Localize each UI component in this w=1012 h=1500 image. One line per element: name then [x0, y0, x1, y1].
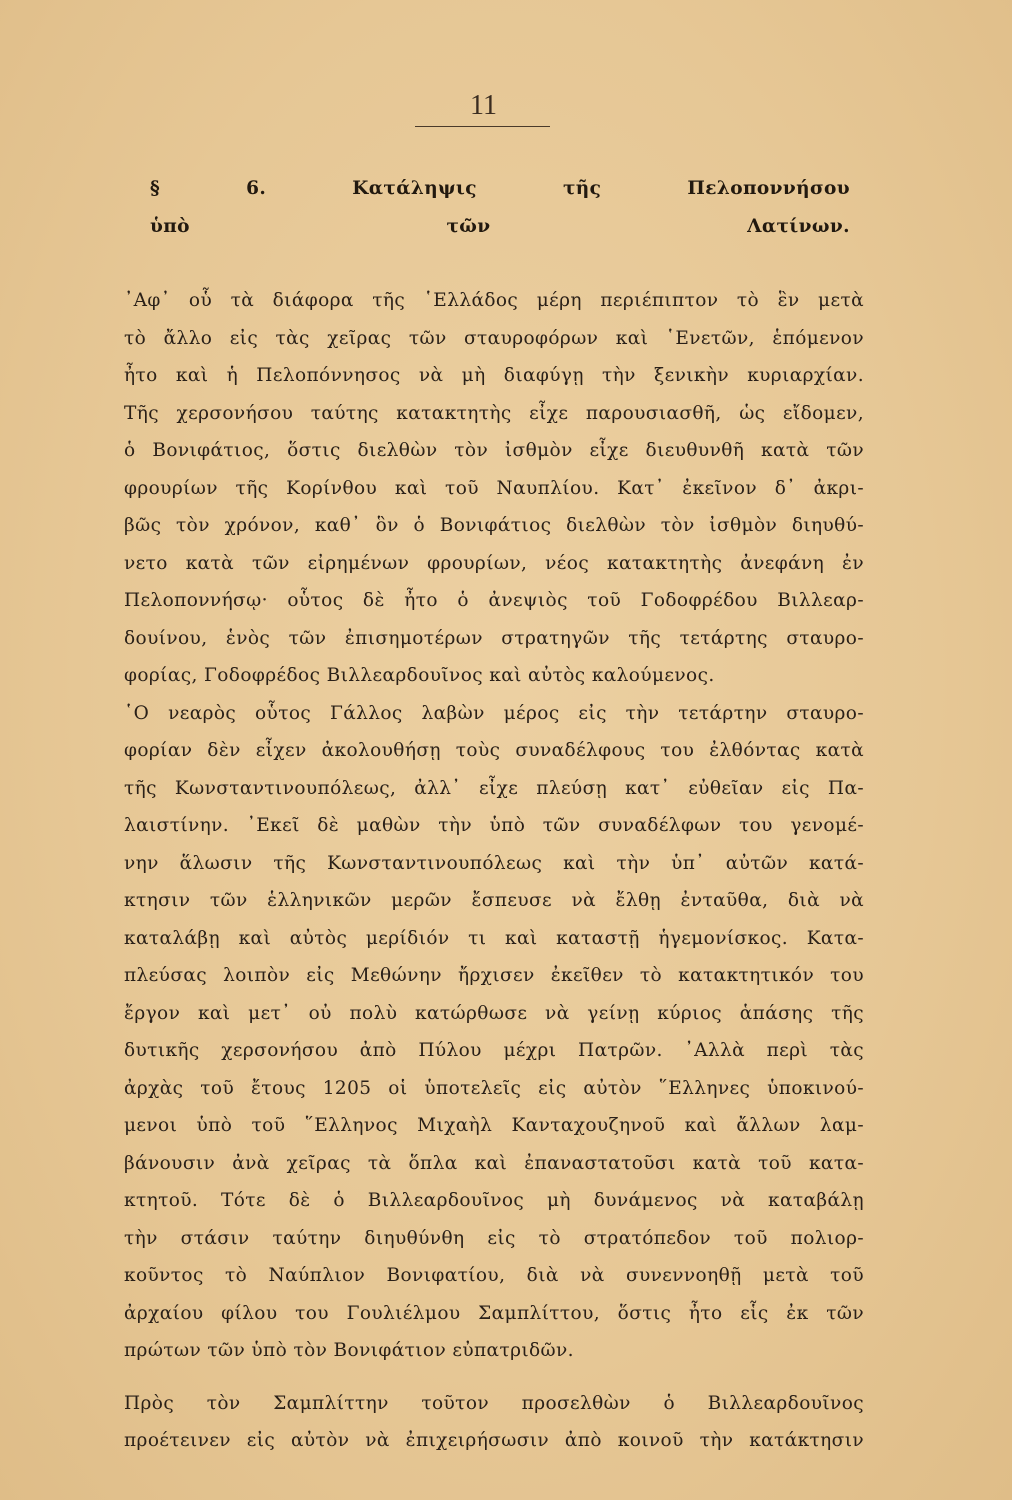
text-line: κοῦντος τὸ Ναύπλιον Βονιφατίου, διὰ νὰ συνεννοηθῇ μετὰ τοῦ	[124, 1265, 864, 1286]
page-number-rule	[415, 126, 550, 127]
text-line: Τῆς χερσονήσου ταύτης κατακτητὴς εἶχε παρουσιασθῆ, ὡς εἴδομεν,	[124, 402, 864, 424]
text-line: δυτικῆς χερσονήσου ἀπὸ Πύλου μέχρι Πατρῶν. ᾿Αλλὰ περὶ τὰς	[124, 1040, 864, 1061]
paragraph	[124, 695, 864, 1370]
page-number: 11	[470, 90, 497, 121]
paragraph-gap	[124, 1370, 864, 1385]
text-line: μενοι ὑπὸ τοῦ ῞Ελληνος Μιχαὴλ Κανταχουζηνοῦ καὶ ἄλλων λαμ-	[124, 1115, 864, 1136]
text-line: φρουρίων τῆς Κορίνθου καὶ τοῦ Ναυπλίου. Κατ᾿ ἐκεῖνον δ᾿ ἀκρι-	[124, 477, 864, 499]
body-text	[124, 282, 864, 1460]
text-line: κτητοῦ. Τότε δὲ ὁ Βιλλεαρδουῖνος μὴ δυνάμενος νὰ καταβάλῃ	[124, 1190, 864, 1211]
text-line: ἀρχαίου φίλου του Γουλιέλμου Σαμπλίττου, ὅστις ἦτο εἷς ἐκ τῶν	[124, 1302, 864, 1324]
text-line: πλεύσας λοιπὸν εἰς Μεθώνην ἤρχισεν ἐκεῖθεν τὸ κατακτητικόν του	[124, 965, 864, 986]
text-line: νην ἅλωσιν τῆς Κωνσταντινουπόλεως καὶ τὴν ὑπ᾿ αὐτῶν κατά-	[124, 852, 864, 874]
text-line: τὴν στάσιν ταύτην διηυθύνθη εἰς τὸ στρατόπεδον τοῦ πολιορ-	[124, 1227, 864, 1249]
text-line: καταλάβῃ καὶ αὐτὸς μερίδιόν τι καὶ καταστῇ ἡγεμονίσκος. Κατα-	[124, 927, 864, 949]
text-line: νετο κατὰ τῶν εἰρημένων φρουρίων, νέος κατακτητὴς ἀνεφάνη ἐν	[124, 552, 864, 574]
text-line: προέτεινεν εἰς αὐτὸν νὰ ἐπιχειρήσωσιν ἀπὸ κοινοῦ τὴν κατάκτησιν	[124, 1430, 864, 1451]
text-line: ῾Ο νεαρὸς οὗτος Γάλλος λαβὼν μέρος εἰς τὴν τετάρτην σταυρο-	[124, 702, 864, 724]
text-line: τῆς Κωνσταντινουπόλεως, ἀλλ᾿ εἶχε πλεύσῃ κατ᾿ εὐθεῖαν εἰς Πα-	[124, 777, 864, 799]
text-line: ἦτο καὶ ἡ Πελοπόννησος νὰ μὴ διαφύγῃ τὴν ξενικὴν κυριαρχίαν.	[124, 365, 864, 386]
text-line: λαιστίνην. ᾿Εκεῖ δὲ μαθὼν τὴν ὑπὸ τῶν συναδέλφων του γενομέ-	[124, 815, 864, 836]
text-line: βάνουσιν ἀνὰ χεῖρας τὰ ὅπλα καὶ ἐπαναστατοῦσι κατὰ τοῦ κατα-	[124, 1152, 864, 1174]
text-line: Πρὸς τὸν Σαμπλίττην τοῦτον προσελθὼν ὁ Βιλλεαρδουῖνος	[124, 1392, 864, 1414]
text-line: δουίνου, ἑνὸς τῶν ἐπισημοτέρων στρατηγῶν τῆς τετάρτης σταυρο-	[124, 627, 864, 649]
section-heading	[150, 170, 850, 245]
heading-line: ὑπὸ τῶν Λατίνων.	[150, 215, 850, 237]
text-line: φορίαν δὲν εἶχεν ἀκολουθήσῃ τοὺς συναδέλφους του ἐλθόντας κατὰ	[124, 740, 864, 761]
text-line: ὁ Βονιφάτιος, ὅστις διελθὼν τὸν ἰσθμὸν εἶχε διευθυνθῆ κατὰ τῶν	[124, 440, 864, 461]
text-line: βῶς τὸν χρόνον, καθ᾿ ὃν ὁ Βονιφάτιος διελθὼν τὸν ἰσθμὸν διηυθύ-	[124, 515, 864, 536]
text-line: ἀρχὰς τοῦ ἔτους 1205 οἱ ὑποτελεῖς εἰς αὐτὸν ῞Ελληνες ὑποκινού-	[124, 1077, 864, 1099]
text-line: φορίας, Γοδοφρέδος Βιλλεαρδουῖνος καὶ αὐτὸς καλούμενος.	[124, 665, 715, 686]
paragraph	[124, 282, 864, 695]
text-line: Πελοποννήσῳ· οὗτος δὲ ἦτο ὁ ἀνεψιὸς τοῦ Γοδοφρέδου Βιλλεαρ-	[124, 590, 864, 611]
text-line: ᾿Αφ᾿ οὗ τὰ διάφορα τῆς ῾Ελλάδος μέρη περιέπιπτον τὸ ἓν μετὰ	[124, 290, 864, 311]
text-line: ἔργον καὶ μετ᾿ οὐ πολὺ κατώρθωσε νὰ γείνῃ κύριος ἁπάσης τῆς	[124, 1002, 864, 1024]
paragraph	[124, 1385, 864, 1460]
heading-line: § 6. Κατάληψις τῆς Πελοποννήσου	[150, 178, 850, 199]
text-line: τὸ ἄλλο εἰς τὰς χεῖρας τῶν σταυροφόρων καὶ ῾Ενετῶν, ἑπόμενον	[124, 327, 864, 349]
text-line: κτησιν τῶν ἑλληνικῶν μερῶν ἔσπευσε νὰ ἔλθῃ ἐνταῦθα, διὰ νὰ	[124, 890, 864, 911]
text-line: πρώτων τῶν ὑπὸ τὸν Βονιφάτιον εὐπατριδῶν.	[124, 1340, 574, 1361]
